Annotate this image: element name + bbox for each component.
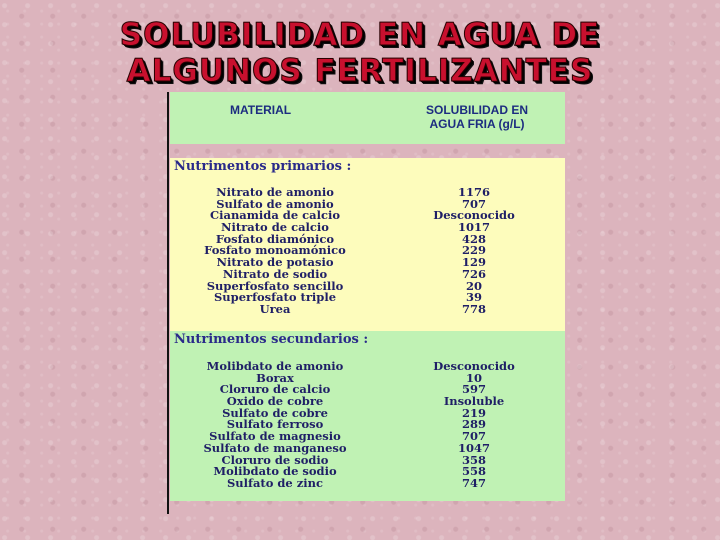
material-name: Sulfato ferroso	[226, 417, 324, 432]
material-name: Sulfato de cobre	[222, 405, 328, 420]
solubility-value: 1047	[457, 440, 490, 455]
solubility-value: Insoluble	[443, 394, 505, 409]
header-solubility	[407, 103, 547, 131]
solubility-value: 747	[461, 475, 486, 490]
material-name: Nitrato de sodio	[222, 266, 328, 281]
slide-title-line-1: SOLUBILIDAD EN AGUA DE	[119, 17, 601, 53]
header-solubility-line-2: AGUA FRIA (g/L)	[429, 117, 525, 131]
material-name: Urea	[259, 301, 291, 316]
material-name: Superfosfato triple	[213, 290, 337, 305]
material-name: Nitrato de amonio	[216, 185, 334, 199]
solubility-value: 428	[461, 231, 486, 246]
solubility-value: Desconocido	[433, 359, 515, 373]
primary-rows	[170, 187, 565, 316]
material-name: Sulfato de magnesio	[209, 429, 341, 444]
table-row	[170, 292, 565, 304]
table-left-border	[167, 92, 169, 514]
header-material: MATERIAL	[230, 103, 292, 117]
section-title: Nutrimentos secundarios :	[174, 332, 369, 347]
material-name: Oxido de cobre	[226, 394, 324, 409]
table-row	[170, 301, 565, 316]
material-name: Molibdato de amonio	[206, 359, 344, 373]
solubility-value: 10	[465, 370, 482, 385]
solubility-value: 1017	[457, 220, 490, 235]
material-name: Sulfato de amonio	[216, 196, 334, 211]
table-header	[170, 92, 565, 144]
table-row	[170, 475, 565, 490]
solubility-value: 39	[465, 290, 482, 305]
section-title: Nutrimentos primarios :	[174, 159, 352, 174]
fertilizer-solubility-table	[170, 92, 565, 501]
solubility-value: 229	[461, 243, 486, 258]
primary-nutrients-section	[170, 158, 565, 331]
secondary-rows	[170, 361, 565, 490]
material-name: Nitrato de calcio	[221, 220, 329, 235]
material-name: Cloruro de sodio	[221, 452, 329, 467]
table-row	[170, 361, 565, 373]
solubility-value: 726	[461, 266, 486, 281]
material-name: Fosfato monoamónico	[204, 243, 346, 258]
solubility-value: Desconocido	[433, 208, 515, 223]
solubility-value: 289	[461, 417, 486, 432]
material-name: Cloruro de calcio	[219, 382, 331, 397]
material-name: Superfosfato sencillo	[206, 278, 344, 293]
solubility-value: 129	[461, 255, 486, 270]
solubility-value: 20	[465, 278, 482, 293]
secondary-nutrients-section	[170, 331, 565, 501]
slide-title-line-2: ALGUNOS FERTILIZANTES	[126, 53, 594, 89]
material-name: Fosfato diamónico	[215, 231, 335, 246]
header-solubility-line-1: SOLUBILIDAD EN	[426, 103, 528, 117]
solubility-value: 778	[461, 301, 486, 316]
solubility-value: 1176	[457, 185, 490, 199]
solubility-value: 358	[461, 452, 486, 467]
material-name: Sulfato de manganeso	[203, 440, 347, 455]
material-name: Molibdato de sodio	[213, 464, 337, 479]
material-name: Sulfato de zinc	[226, 475, 324, 490]
solubility-value: 558	[461, 464, 486, 479]
solubility-value: 597	[461, 382, 486, 397]
solubility-value: 707	[461, 429, 486, 444]
material-name: Nitrato de potasio	[216, 255, 334, 270]
material-name: Borax	[256, 370, 294, 385]
solubility-value: 707	[461, 196, 486, 211]
material-name: Cianamida de calcio	[209, 208, 341, 223]
solubility-value: 219	[461, 405, 486, 420]
